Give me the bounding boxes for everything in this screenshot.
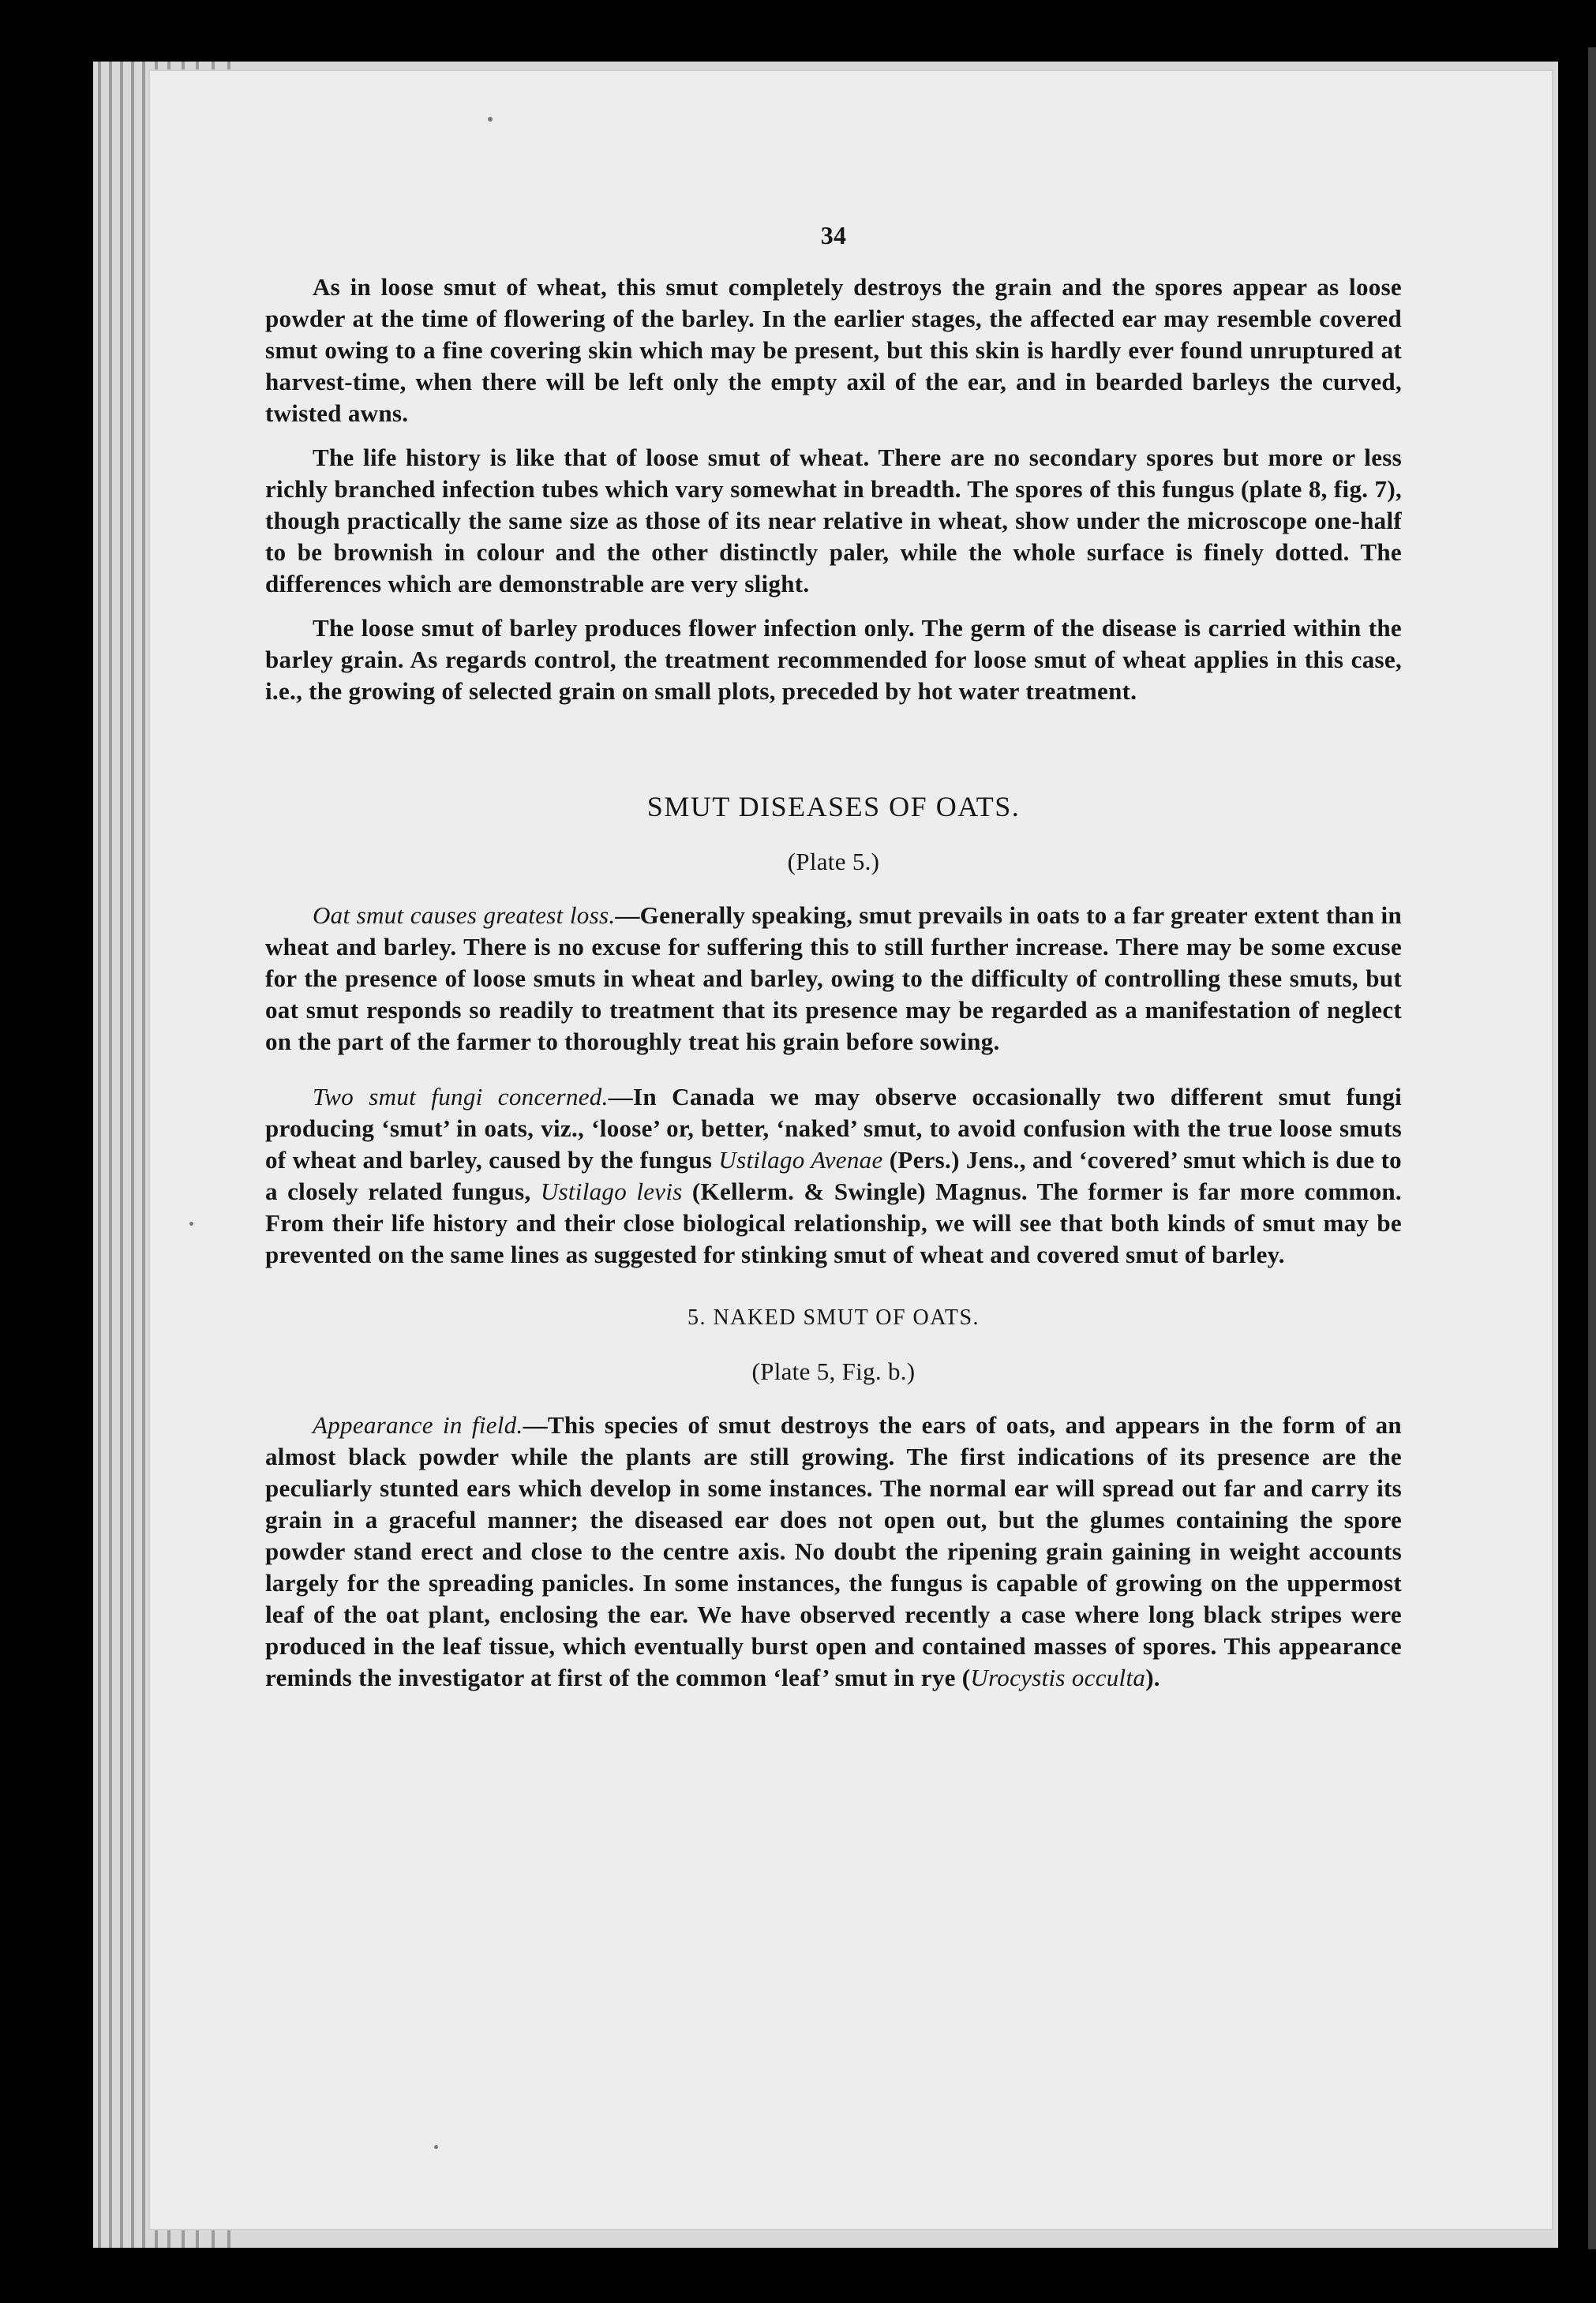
- species-name: Urocystis occulta: [970, 1664, 1146, 1691]
- body-paragraph: The loose smut of barley produces flower infection only. The germ of the disease is carried within the barley grain. As regards control, the treatment recommended for loose smut of wheat applies in this case, i.e., the growing of selected grain on small plots, preceded by hot water treatment.: [265, 614, 1402, 705]
- page-shadow: [1588, 47, 1596, 2249]
- plate-reference: (Plate 5, Fig. b.): [751, 1357, 916, 1385]
- paragraph-text: (Kellerm. & Swingle) Magnus. The former is far more common. From their life history and their close biological relationship, we will see that both kinds of smut may be prevented on the same lines as suggested for stinking smut of wheat and covered smut of barley.: [265, 1178, 1402, 1268]
- body-paragraph: [265, 1081, 1402, 1271]
- section-title: SMUT DISEASES OF OATS.: [646, 791, 1021, 822]
- page-edge-line: [131, 62, 134, 2248]
- page-edge-line: [142, 62, 145, 2248]
- paragraph-heading: Appearance in field.: [313, 1411, 523, 1439]
- page-edge-line: [120, 62, 123, 2248]
- body-paragraph: The life history is like that of loose smut of wheat. There are no secondary spores but more or less richly branched infection tubes which vary somewhat in breadth. The spores of this fungus (plate 8, fig. 7), though practically the same size as those of its near relative in wheat, show under the microscope one-half to be brownish in colour and the other distinctly paler, while the whole surface is finely dotted. The differences which are demonstrable are very slight.: [265, 444, 1402, 597]
- paragraph-heading: Two smut fungi concerned.: [313, 1083, 609, 1110]
- paragraph-text: —In Canada we may observe occasionally two different smut fungi producing ‘smut’ in oats, viz., ‘loose’ or, better, ‘naked’ smut, to avoid confusion with the true loose smuts of wheat and barley, caused by the fungus: [265, 1083, 1402, 1174]
- scan-speck: [189, 1222, 193, 1226]
- page-content: [265, 219, 1402, 1706]
- body-paragraph: [265, 1410, 1402, 1694]
- page-edge-line: [98, 62, 101, 2248]
- plate-reference: (Plate 5.): [787, 848, 880, 875]
- body-paragraph: As in loose smut of wheat, this smut completely destroys the grain and the spores appear as loose powder at the time of flowering of the barley. In the earlier stages, the affected ear may resemble covered smut owing to a fine covering skin which may be present, but this skin is hardly ever found unruptured at harvest-time, when there will be left only the empty axil of the ear, and in bearded barleys the curved, twisted awns.: [265, 273, 1402, 427]
- paragraph-text: —Generally speaking, smut prevails in oats to a far greater extent than in wheat and barley. There is no excuse for suffering this to still further increase. There may be some excuse for the presence of loose smuts in wheat and barley, owing to the difficulty of controlling these smuts, but oat smut responds so readily to treatment that its presence may be regarded as a manifestation of neglect on the part of the farmer to thoroughly treat his grain before sowing.: [265, 901, 1402, 1055]
- scan-speck: [434, 2145, 438, 2149]
- page-number: 34: [820, 221, 847, 249]
- paragraph-text: ).: [1145, 1664, 1160, 1691]
- body-paragraph: [265, 900, 1402, 1058]
- subsection-title: 5. NAKED SMUT OF OATS.: [687, 1305, 980, 1330]
- species-name: Ustilago levis: [540, 1178, 683, 1205]
- scan-speck: [488, 117, 493, 122]
- paragraph-heading: Oat smut causes greatest loss.: [313, 901, 616, 929]
- species-name: Ustilago Avenae: [718, 1146, 883, 1174]
- paragraph-text: (Pers.) Jens., and ‘covered’ smut which is due to a closely related fungus,: [265, 1146, 1402, 1205]
- book-page: [148, 69, 1553, 2230]
- page-edge-line: [109, 62, 112, 2248]
- paragraph-text: —This species of smut destroys the ears of oats, and appears in the form of an almost black powder while the plants are still growing. The first indications of its presence are the peculiarly stunted ears which develop in some instances. The normal ear will spread out far and carry its grain in a graceful manner; the diseased ear does not open out, but the glumes containing the spore powder stand erect and close to the centre axis. No doubt the ripening grain gaining in weight accounts largely for the spreading panicles. In some instances, the fungus is capable of growing on the uppermost leaf of the oat plant, enclosing the ear. We have observed recently a case where long black stripes were produced in the leaf tissue, which eventually burst open and contained masses of spores. This appearance reminds the investigator at first of the common ‘leaf’ smut in rye (: [265, 1411, 1402, 1691]
